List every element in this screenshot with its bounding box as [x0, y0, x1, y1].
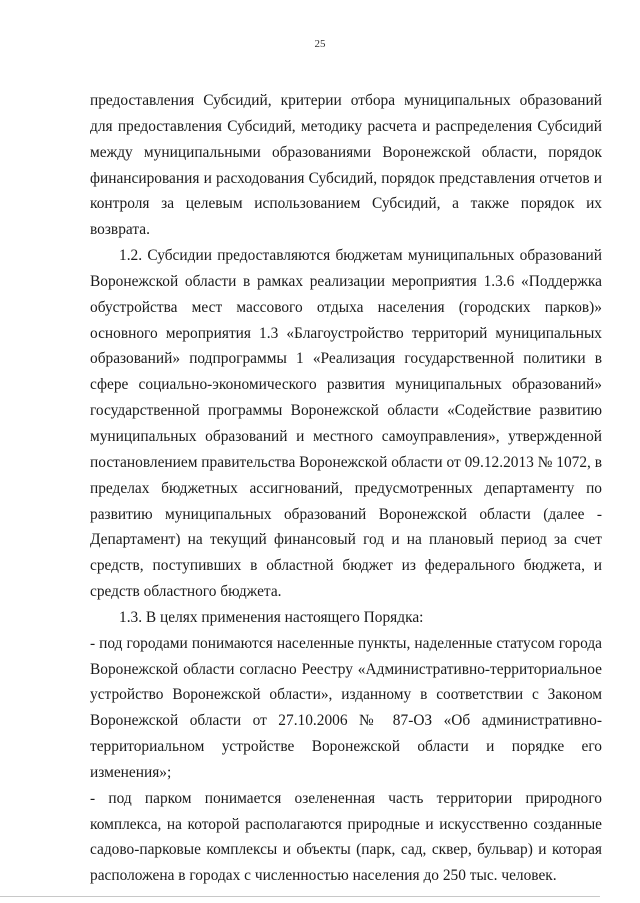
page-bottom-rule [0, 896, 600, 897]
document-body [90, 88, 602, 889]
paragraph-1-2: 1.2. Субсидии предоставляются бюджетам муниципальных образований Воронежской области в рамках реализации мероприятия 1.3.6 «Поддержка обустройства мест массового отдыха населения (городских парков)» основного мероприятия 1.3 «Благоустройство территорий муниципальных образований» подпрограммы 1 «Реализация государственной политики в сфере социально-экономического развития муниципальных образований» государственной программы Воронежской области «Содействие развитию муниципальных образований и местного самоуправления», утвержденной постановлением правительства Воронежской области от 09.12.2013 № 1072, в пределах бюджетных ассигнований, предусмотренных департаменту по развитию муниципальных образований Воронежской области (далее - Департамент) на текущий финансовый год и на плановый период за счет средств, поступивших в областной бюджет из федерального бюджета, и средств областного бюджета. [90, 247, 602, 601]
page-number: 25 [314, 38, 326, 50]
paragraph-1-3-heading: 1.3. В целях применения настоящего Порядка: [119, 608, 424, 626]
paragraph-cities-definition: - под городами понимаются населенные пункты, наделенные статусом города Воронежской области согласно Реестру «Административно-территориальное устройство Воронежской области», изданному в соответствии с Законом Воронежской области от 27.10.2006 № 87-ОЗ «Об административно-территориальном устройстве Воронежской области и порядке его изменения»; [90, 634, 602, 781]
paragraph-subsidy-procedure-continuation: предоставления Субсидий, критерии отбора муниципальных образований для предоставления Субсидий, методику расчета и распределения Субсидий между муниципальными образованиями Воронежской области, порядок финансирования и расходования Субсидий, порядок представления отчетов и контроля за целевым использованием Субсидий, а также порядок их возврата. [90, 92, 602, 239]
paragraph-park-definition: - под парком понимается озелененная часть территории природного комплекса, на которой располагаются природные и искусственно созданные садово-парковые комплексы и объекты (парк, сад, сквер, бульвар) и которая расположена в городах с численностью населения до 250 тыс. человек. [90, 789, 602, 885]
